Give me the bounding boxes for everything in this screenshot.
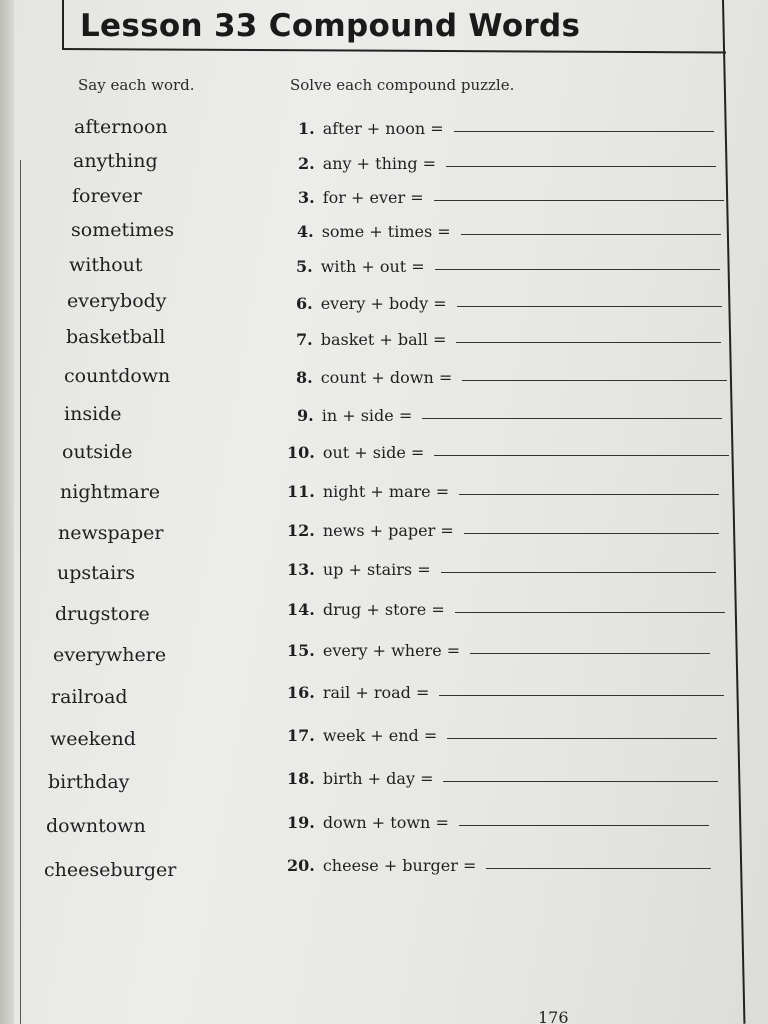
frame-rule-left	[62, 0, 64, 48]
puzzle-row	[287, 521, 719, 540]
puzzle-row	[287, 683, 724, 702]
puzzle-row	[296, 257, 720, 276]
puzzle-text: for + ever =	[322, 188, 424, 207]
puzzle-row	[298, 188, 724, 207]
answer-blank[interactable]	[447, 737, 717, 739]
puzzle-row	[298, 154, 716, 173]
puzzle-number: 12.	[287, 521, 315, 540]
answer-blank[interactable]	[459, 493, 719, 495]
puzzle-number: 6.	[296, 294, 313, 313]
puzzle-number: 8.	[296, 368, 313, 387]
word-item: everywhere	[53, 644, 167, 666]
puzzle-text: every + where =	[322, 641, 461, 660]
word-item: railroad	[51, 686, 128, 708]
puzzle-text: basket + ball =	[320, 330, 447, 349]
puzzle-row	[296, 294, 722, 313]
word-item: sometimes	[71, 219, 175, 241]
answer-blank[interactable]	[470, 652, 710, 654]
word-item: upstairs	[57, 562, 136, 584]
puzzle-row	[296, 368, 727, 387]
word-item: newspaper	[58, 522, 164, 544]
puzzle-number: 15.	[287, 641, 315, 660]
puzzle-number: 3.	[298, 188, 315, 207]
puzzle-text: after + noon =	[322, 119, 444, 138]
puzzle-text: down + town =	[322, 813, 449, 832]
puzzle-row	[287, 600, 725, 619]
word-item: afternoon	[74, 116, 168, 138]
puzzle-number: 19.	[287, 813, 315, 832]
puzzle-number: 9.	[297, 406, 314, 425]
puzzle-number: 10.	[287, 443, 315, 462]
puzzle-text: count + down =	[320, 368, 453, 387]
word-item: outside	[62, 441, 133, 463]
puzzle-text: in + side =	[321, 406, 413, 425]
word-item: weekend	[50, 728, 136, 750]
word-item: birthday	[48, 771, 130, 793]
puzzle-text: drug + store =	[322, 600, 445, 619]
puzzle-row	[297, 222, 721, 241]
instruction-solve-puzzles: Solve each compound puzzle.	[290, 76, 515, 94]
puzzle-number: 2.	[298, 154, 315, 173]
puzzle-row	[287, 641, 710, 660]
puzzle-number: 11.	[287, 482, 315, 501]
word-item: nightmare	[60, 481, 161, 503]
word-item: without	[69, 254, 143, 276]
puzzle-text: every + body =	[320, 294, 447, 313]
puzzle-row	[287, 856, 711, 875]
answer-blank[interactable]	[439, 694, 724, 696]
answer-blank[interactable]	[443, 780, 718, 782]
puzzle-row	[287, 482, 719, 501]
title-rule	[62, 48, 726, 53]
page-number: 176	[538, 1008, 569, 1024]
answer-blank[interactable]	[464, 532, 719, 534]
puzzle-row	[287, 813, 709, 832]
frame-rule-right	[722, 0, 745, 1024]
puzzle-text: out + side =	[322, 443, 425, 462]
puzzle-text: cheese + burger =	[322, 856, 477, 875]
puzzle-text: week + end =	[322, 726, 438, 745]
puzzle-number: 13.	[287, 560, 315, 579]
puzzle-number: 7.	[296, 330, 313, 349]
puzzle-text: night + mare =	[322, 482, 450, 501]
word-item: anything	[73, 150, 158, 172]
page-title: Lesson 33 Compound Words	[80, 8, 581, 44]
word-item: downtown	[46, 815, 146, 837]
answer-blank[interactable]	[422, 417, 722, 419]
answer-blank[interactable]	[454, 130, 714, 132]
answer-blank[interactable]	[459, 824, 709, 826]
puzzle-text: with + out =	[320, 257, 425, 276]
answer-blank[interactable]	[462, 379, 727, 381]
puzzle-row	[287, 726, 717, 745]
puzzle-row	[296, 330, 721, 349]
answer-blank[interactable]	[434, 199, 724, 201]
answer-blank[interactable]	[434, 454, 729, 456]
answer-blank[interactable]	[446, 165, 716, 167]
puzzle-text: rail + road =	[322, 683, 430, 702]
answer-blank[interactable]	[441, 571, 716, 573]
puzzle-row	[287, 769, 718, 788]
puzzle-row	[287, 443, 729, 462]
puzzle-row	[297, 406, 722, 425]
instruction-say-words: Say each word.	[78, 76, 195, 94]
answer-blank[interactable]	[461, 233, 721, 235]
answer-blank[interactable]	[435, 268, 720, 270]
puzzle-number: 5.	[296, 257, 313, 276]
word-item: cheeseburger	[44, 859, 177, 881]
puzzle-row	[287, 560, 716, 579]
answer-blank[interactable]	[486, 867, 711, 869]
page-stack-edge	[0, 0, 14, 1024]
puzzle-number: 14.	[287, 600, 315, 619]
puzzle-number: 20.	[287, 856, 315, 875]
puzzle-text: some + times =	[321, 222, 451, 241]
answer-blank[interactable]	[456, 341, 721, 343]
word-item: countdown	[64, 365, 171, 387]
word-item: forever	[72, 185, 142, 207]
word-item: inside	[64, 403, 122, 425]
puzzle-text: birth + day =	[322, 769, 434, 788]
puzzle-text: news + paper =	[322, 521, 454, 540]
puzzle-number: 17.	[287, 726, 315, 745]
puzzle-number: 1.	[298, 119, 315, 138]
puzzle-text: any + thing =	[322, 154, 437, 173]
puzzle-number: 18.	[287, 769, 315, 788]
puzzle-number: 4.	[297, 222, 314, 241]
word-item: everybody	[67, 290, 167, 312]
puzzle-row	[298, 119, 714, 138]
answer-blank[interactable]	[455, 611, 725, 613]
frame-rule-margin	[20, 160, 21, 1024]
puzzle-number: 16.	[287, 683, 315, 702]
answer-blank[interactable]	[457, 305, 722, 307]
word-item: basketball	[66, 326, 166, 348]
puzzle-text: up + stairs =	[322, 560, 431, 579]
word-item: drugstore	[55, 603, 150, 625]
